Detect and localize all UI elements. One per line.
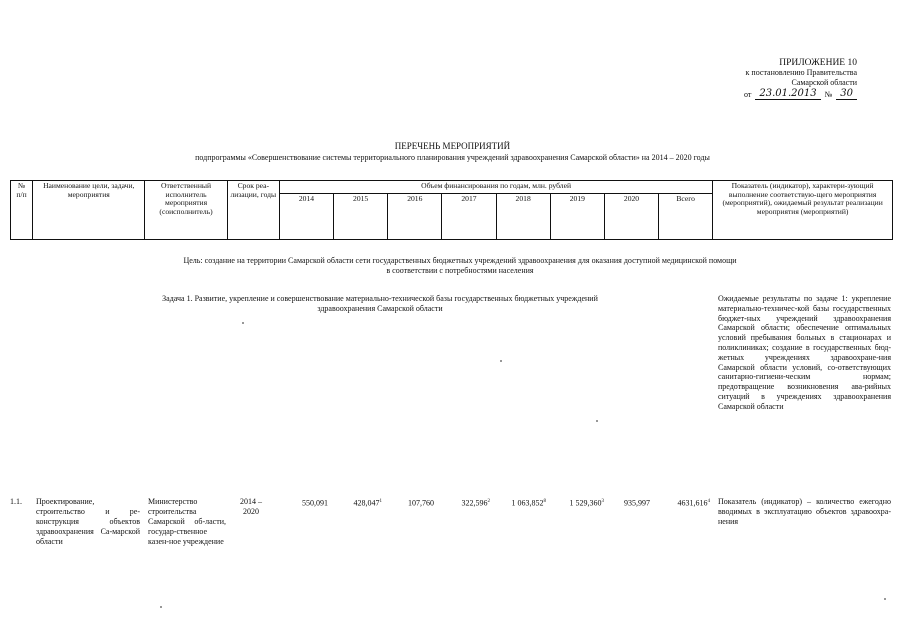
row-number: 1.1.	[10, 497, 22, 506]
value-2016	[384, 497, 434, 509]
row-indicator: Показатель (индикатор) – количество ежегодно вводимых в эксплуатацию объектов здравоохра-нения	[718, 497, 891, 526]
task-line-1: Задача 1. Развитие, укрепление и совершенствование материально-технической базы государственных бюджетных учреждений	[162, 294, 598, 303]
appendix-header	[744, 58, 857, 100]
scan-speck	[596, 420, 598, 422]
value-2019-number: 1 529,360	[569, 498, 602, 508]
scan-speck	[884, 598, 886, 600]
value-2017	[436, 497, 490, 509]
value-2020	[601, 497, 650, 509]
task-line-2: здравоохранения Самарской области	[317, 304, 443, 313]
year-2017: 2017	[442, 194, 496, 240]
value-2017-footnote: 2	[487, 499, 490, 504]
task-1-text	[80, 294, 680, 314]
col-responsible: Ответственный исполнитель мероприятия (соисполнитель)	[145, 181, 227, 240]
col-number: № п/п	[11, 181, 33, 240]
col-financing: Объем финансирования по годам, млн. рублей	[279, 181, 712, 194]
value-2019-footnote: 3	[601, 499, 604, 504]
scan-speck	[242, 322, 244, 324]
col-indicator: Показатель (индикатор), характери-зующий выполнение соответствую-щего мероприятия (мероприятий), ожидаемый результат реализации мероприятия (мероприятий)	[713, 181, 893, 240]
value-2015-footnote: 1	[379, 499, 382, 504]
date-prefix: от	[743, 90, 752, 99]
year-2016: 2016	[388, 194, 442, 240]
col-term: Срок реа-лизации, годы	[227, 181, 279, 240]
value-2014-number: 550,091	[302, 498, 328, 508]
value-2015	[330, 497, 382, 509]
year-2020: 2020	[604, 194, 658, 240]
value-total-number: 4631,616	[677, 498, 708, 508]
value-2019	[543, 497, 604, 509]
value-2017-number: 322,596	[461, 498, 488, 508]
goal-text	[60, 256, 860, 276]
col-name: Наименование цели, задачи, мероприятия	[33, 181, 145, 240]
goal-line-1: Цель: создание на территории Самарской области сети государственных бюджетных учреждений здравоохранения для оказания доступной медицинской помощи	[183, 256, 737, 265]
appendix-title: ПРИЛОЖЕНИЕ 10	[779, 58, 857, 68]
goal-line-2: в соответствии с потребностями населения	[386, 266, 534, 275]
value-2016-number: 107,760	[408, 498, 434, 508]
expected-results: Ожидаемые результаты по задаче 1: укрепление материально-техничес-кой базы государственных бюджет-ных учреждений здравоохранения Самарской области; обеспечение оптимальных условий пребывания больных в стационарах и поликлиниках; создание в государственных бюд-жетных учреждениях здравоохране-ния Самарской области условий, со-ответствующих санитарно-гигиени-ческим нормам; предотвращение возникновения ава-рийных ситуаций в учреждениях здравоохранения Самарской области	[718, 294, 891, 411]
appendix-date-row	[744, 89, 857, 100]
row-responsible: Министерство строительства Самарской об-ласти, государ-ственное казен-ное учреждение	[148, 497, 226, 546]
scan-speck	[500, 360, 502, 362]
table-header	[10, 180, 893, 240]
document-subtitle: подпрограммы «Совершенствование системы территориального планирования учреждений здравоохранения Самарской области» на 2014 – 2020 годы	[195, 153, 710, 162]
number-prefix: №	[824, 90, 833, 99]
value-2020-number: 935,997	[624, 498, 650, 508]
year-2019: 2019	[550, 194, 604, 240]
row-term: 2014 – 2020	[240, 497, 262, 516]
appendix-line1: к постановлению Правительства	[745, 68, 857, 77]
value-total	[652, 497, 710, 509]
year-total: Всего	[659, 194, 713, 240]
year-2015: 2015	[334, 194, 388, 240]
appendix-line2: Самарской области	[791, 78, 857, 87]
value-2015-number: 428,047	[353, 498, 380, 508]
value-2018-footnote: 8	[543, 499, 546, 504]
number-value: 30	[836, 89, 857, 100]
document-title: ПЕРЕЧЕНЬ МЕРОПРИЯТИЙ	[394, 141, 511, 151]
value-2018-number: 1 063,852	[511, 498, 544, 508]
value-total-footnote: 4	[707, 499, 710, 504]
row-name: Проектирование, строительство и ре-конструкция объектов здравоохранения Са-марской области	[36, 497, 140, 546]
value-2018	[487, 497, 546, 509]
scan-speck	[160, 606, 162, 608]
year-2018: 2018	[496, 194, 550, 240]
value-2014	[276, 497, 328, 509]
date-value: 23.01.2013	[755, 89, 820, 100]
year-2014: 2014	[279, 194, 333, 240]
